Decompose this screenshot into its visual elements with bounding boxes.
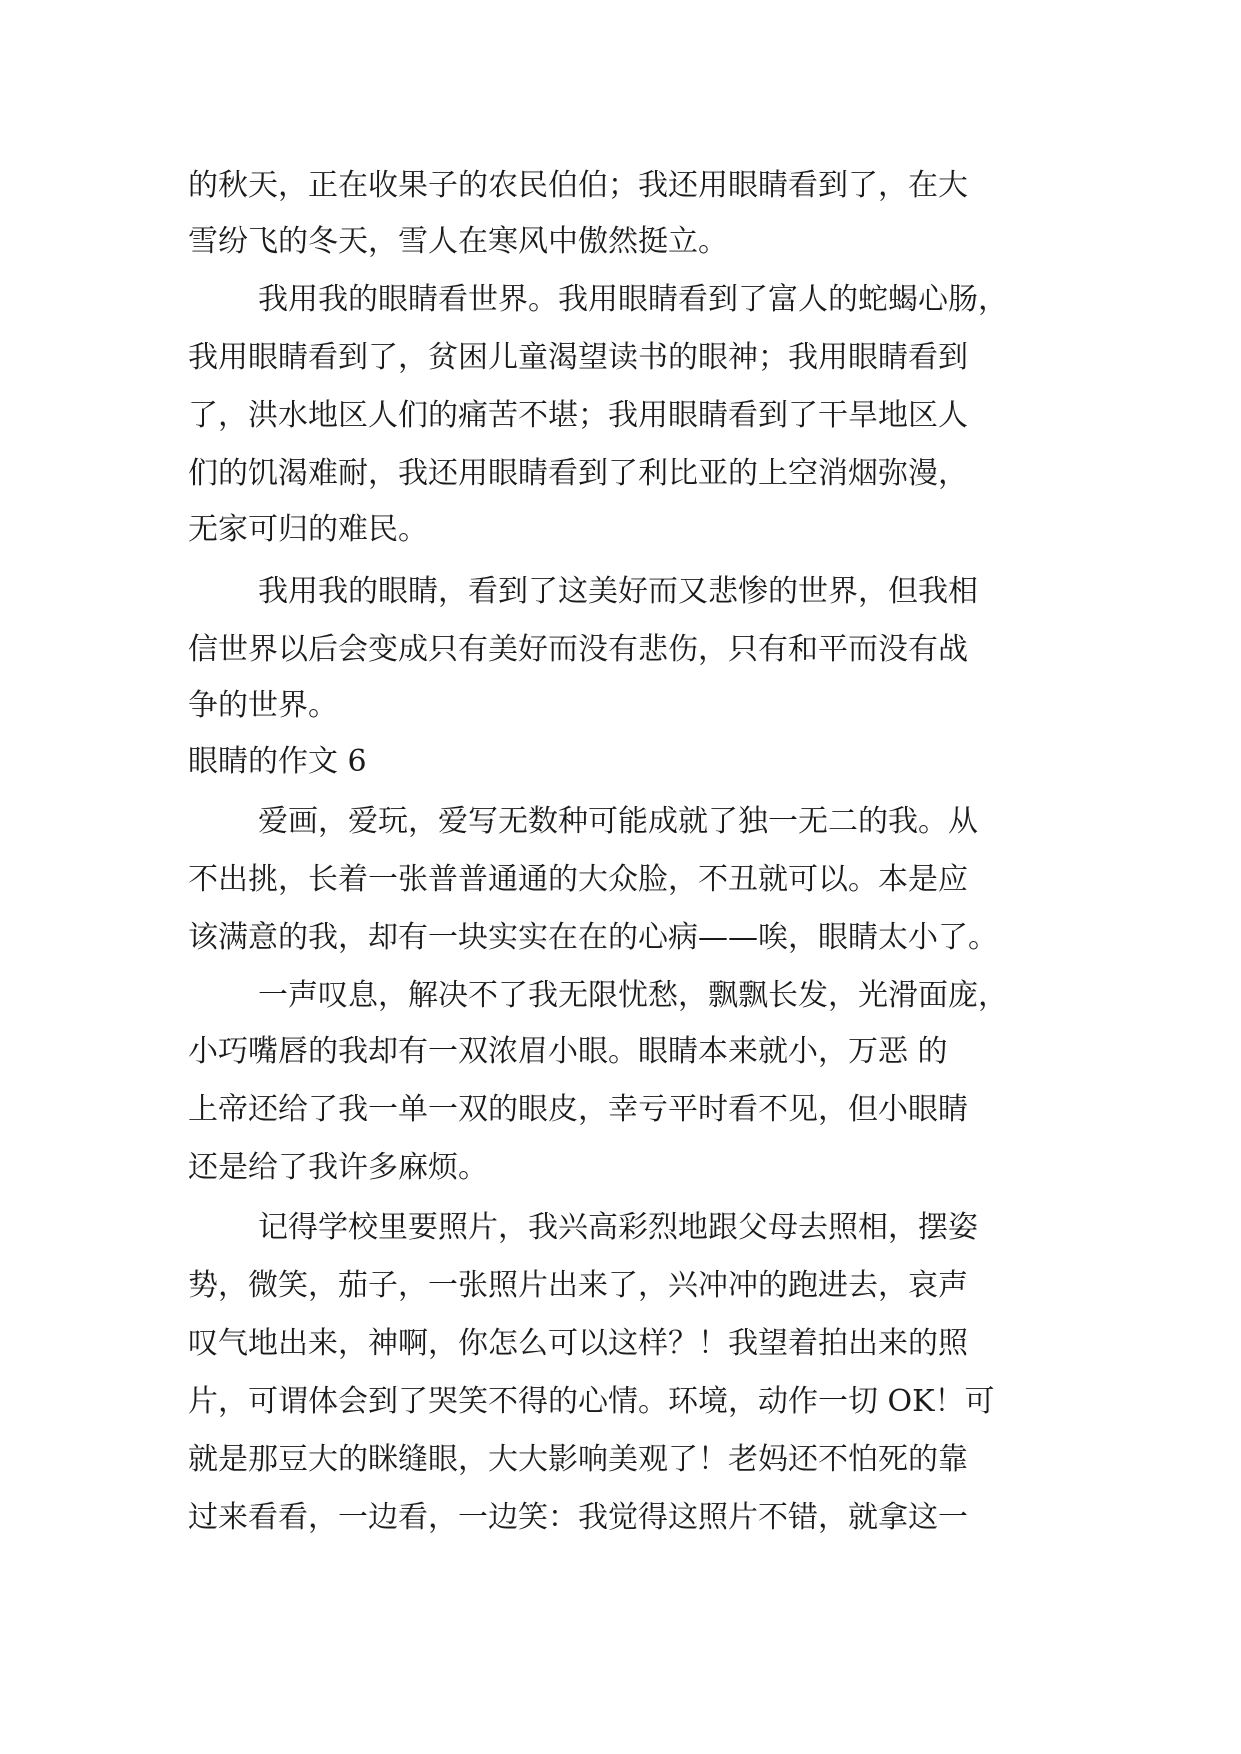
text-line: 我用眼睛看到了，贫困儿童渴望读书的眼神；我用眼睛看到 [188,340,968,375]
text-line: 小巧嘴唇的我却有一双浓眉小眼。眼睛本来就小，万恶 的 [188,1034,948,1069]
text-line: 还是给了我许多麻烦。 [188,1150,488,1185]
text-line: 该满意的我，却有一块实实在在的心病——唉，眼睛太小了。 [188,920,998,955]
text-line: 势，微笑，茄子，一张照片出来了，兴冲冲的跑进去，哀声 [188,1268,968,1303]
paragraph-start: 记得学校里要照片，我兴高彩烈地跟父母去照相，摆姿 [258,1210,978,1245]
paragraph-start: 一声叹息，解决不了我无限忧愁，飘飘长发，光滑面庞， [258,978,1008,1013]
text-line: 片，可谓体会到了哭笑不得的心情。环境，动作一切 OK！可 [188,1384,995,1419]
text-line: 了，洪水地区人们的痛苦不堪；我用眼睛看到了干旱地区人 [188,398,968,433]
section-heading: 眼睛的作文 6 [188,744,367,779]
text-line: 叹气地出来，神啊，你怎么可以这样？！我望着拍出来的照 [188,1326,968,1361]
text-line: 雪纷飞的冬天，雪人在寒风中傲然挺立。 [188,224,728,259]
text-line: 不出挑，长着一张普普通通的大众脸，不丑就可以。本是应 [188,862,968,897]
paragraph-start: 爱画，爱玩，爱写无数种可能成就了独一无二的我。从 [258,804,978,839]
text-line: 过来看看，一边看，一边笑：我觉得这照片不错，就拿这一 [188,1500,968,1535]
text-line: 的秋天，正在收果子的农民伯伯；我还用眼睛看到了，在大 [188,168,968,203]
text-line: 无家可归的难民。 [188,512,428,547]
text-line: 就是那豆大的眯缝眼，大大影响美观了！老妈还不怕死的靠 [188,1442,968,1477]
text-line: 们的饥渴难耐，我还用眼睛看到了利比亚的上空消烟弥漫， [188,456,968,491]
text-line: 争的世界。 [188,688,338,723]
paragraph-start: 我用我的眼睛，看到了这美好而又悲惨的世界，但我相 [258,574,978,609]
text-line: 信世界以后会变成只有美好而没有悲伤，只有和平而没有战 [188,632,968,667]
text-line: 上帝还给了我一单一双的眼皮，幸亏平时看不见，但小眼睛 [188,1092,968,1127]
paragraph-start: 我用我的眼睛看世界。我用眼睛看到了富人的蛇蝎心肠， [258,282,1008,317]
